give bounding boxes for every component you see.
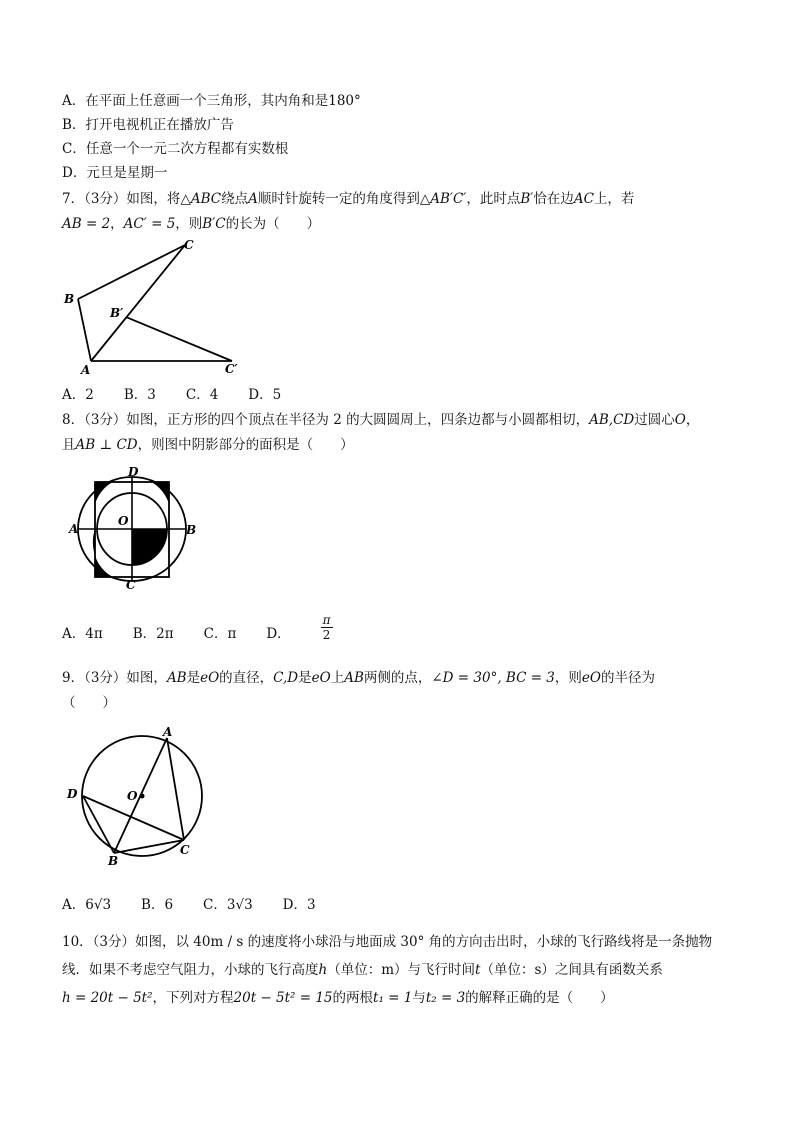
q8-option-c: C．π (203, 626, 237, 642)
q9-option-b: B．6 (141, 897, 174, 913)
q8-option-a: A．4π (62, 626, 103, 642)
q9-option-a: A．6√3 (62, 897, 112, 913)
q9-stem: 9．（3分）如图，AB是eO的直径，C,D是eO上AB两侧的点，∠D = 30°, BC = 3，则eO的半径为 （ ） (62, 670, 655, 711)
q7-option-c: C．4 (185, 387, 219, 403)
q9-label-c: C (180, 843, 190, 857)
q7-stem: 7．（3分）如图，将△ABC绕点A顺时针旋转一定的角度得到△AB′C′，此时点B′恰在边AC上，若 AB = 2，AC′ = 5，则B′C的长为（ ） (62, 191, 635, 232)
q7-option-d: D．5 (248, 387, 282, 403)
q6-option-c: C．任意一个一元二次方程都有实数根 (62, 141, 289, 157)
q9-option-d: D．3 (282, 897, 316, 913)
q7-label-b: B (64, 292, 75, 306)
q7-figure (60, 235, 260, 380)
q7-label-cprime: C′ (225, 362, 238, 376)
q7-label-bprime: B′ (110, 306, 124, 320)
q7-option-a: A．2 (62, 387, 94, 403)
q8-label-a: A (69, 522, 79, 536)
q9-option-c: C．3√3 (203, 897, 253, 913)
q9-label-o: O (127, 789, 138, 803)
q8-figure (66, 465, 196, 590)
q8-option-d: D． $\frac{\pi}{2}$ (266, 613, 331, 642)
q8-stem: 8．（3分）如图，正方形的四个顶点在半径为 2 的大圆圆周上，四条边都与小圆都相切，AB,CD过圆心O， 且AB ⊥ CD，则图中阴影部分的面积是（ ） (62, 412, 700, 453)
q8-options (62, 613, 423, 644)
q10-stem: 10．（3分）如图，以 40m / s 的速度将小球沿与地面成 30° 角的方向击出时，小球的飞行路线将是一条抛物 线．如果不考虑空气阻力，小球的飞行高度h（单位：m）与飞行时间t（单位：s）之间具有函数关系 h = 20t − 5t²，下列对方程20t − 5t² = 15的两根t₁ = 1与t₂ = 3的解释正确的是（ ） (62, 934, 713, 1006)
q6-option-a: A．在平面上任意画一个三角形，其内角和是180° (62, 93, 361, 109)
q7-label-a: A (81, 363, 91, 377)
q9-options (62, 896, 346, 914)
q8-label-b: B (186, 523, 197, 537)
q8-label-d: D (128, 465, 139, 479)
q8-label-o: O (118, 514, 129, 528)
q6-option-b: B．打开电视机正在播放广告 (62, 117, 234, 133)
q9-label-d: D (67, 787, 78, 801)
q9-label-b: B (108, 854, 119, 868)
q7-label-c: C (184, 238, 194, 252)
q8-label-c: C (126, 578, 136, 592)
q8-option-b: B．2π (132, 626, 174, 642)
q9-label-a: A (163, 725, 173, 739)
q7-option-b: B．3 (123, 387, 156, 403)
q6-option-d: D．元旦是星期一 (62, 165, 168, 181)
q9-figure (66, 723, 211, 868)
q7-options (62, 386, 311, 404)
